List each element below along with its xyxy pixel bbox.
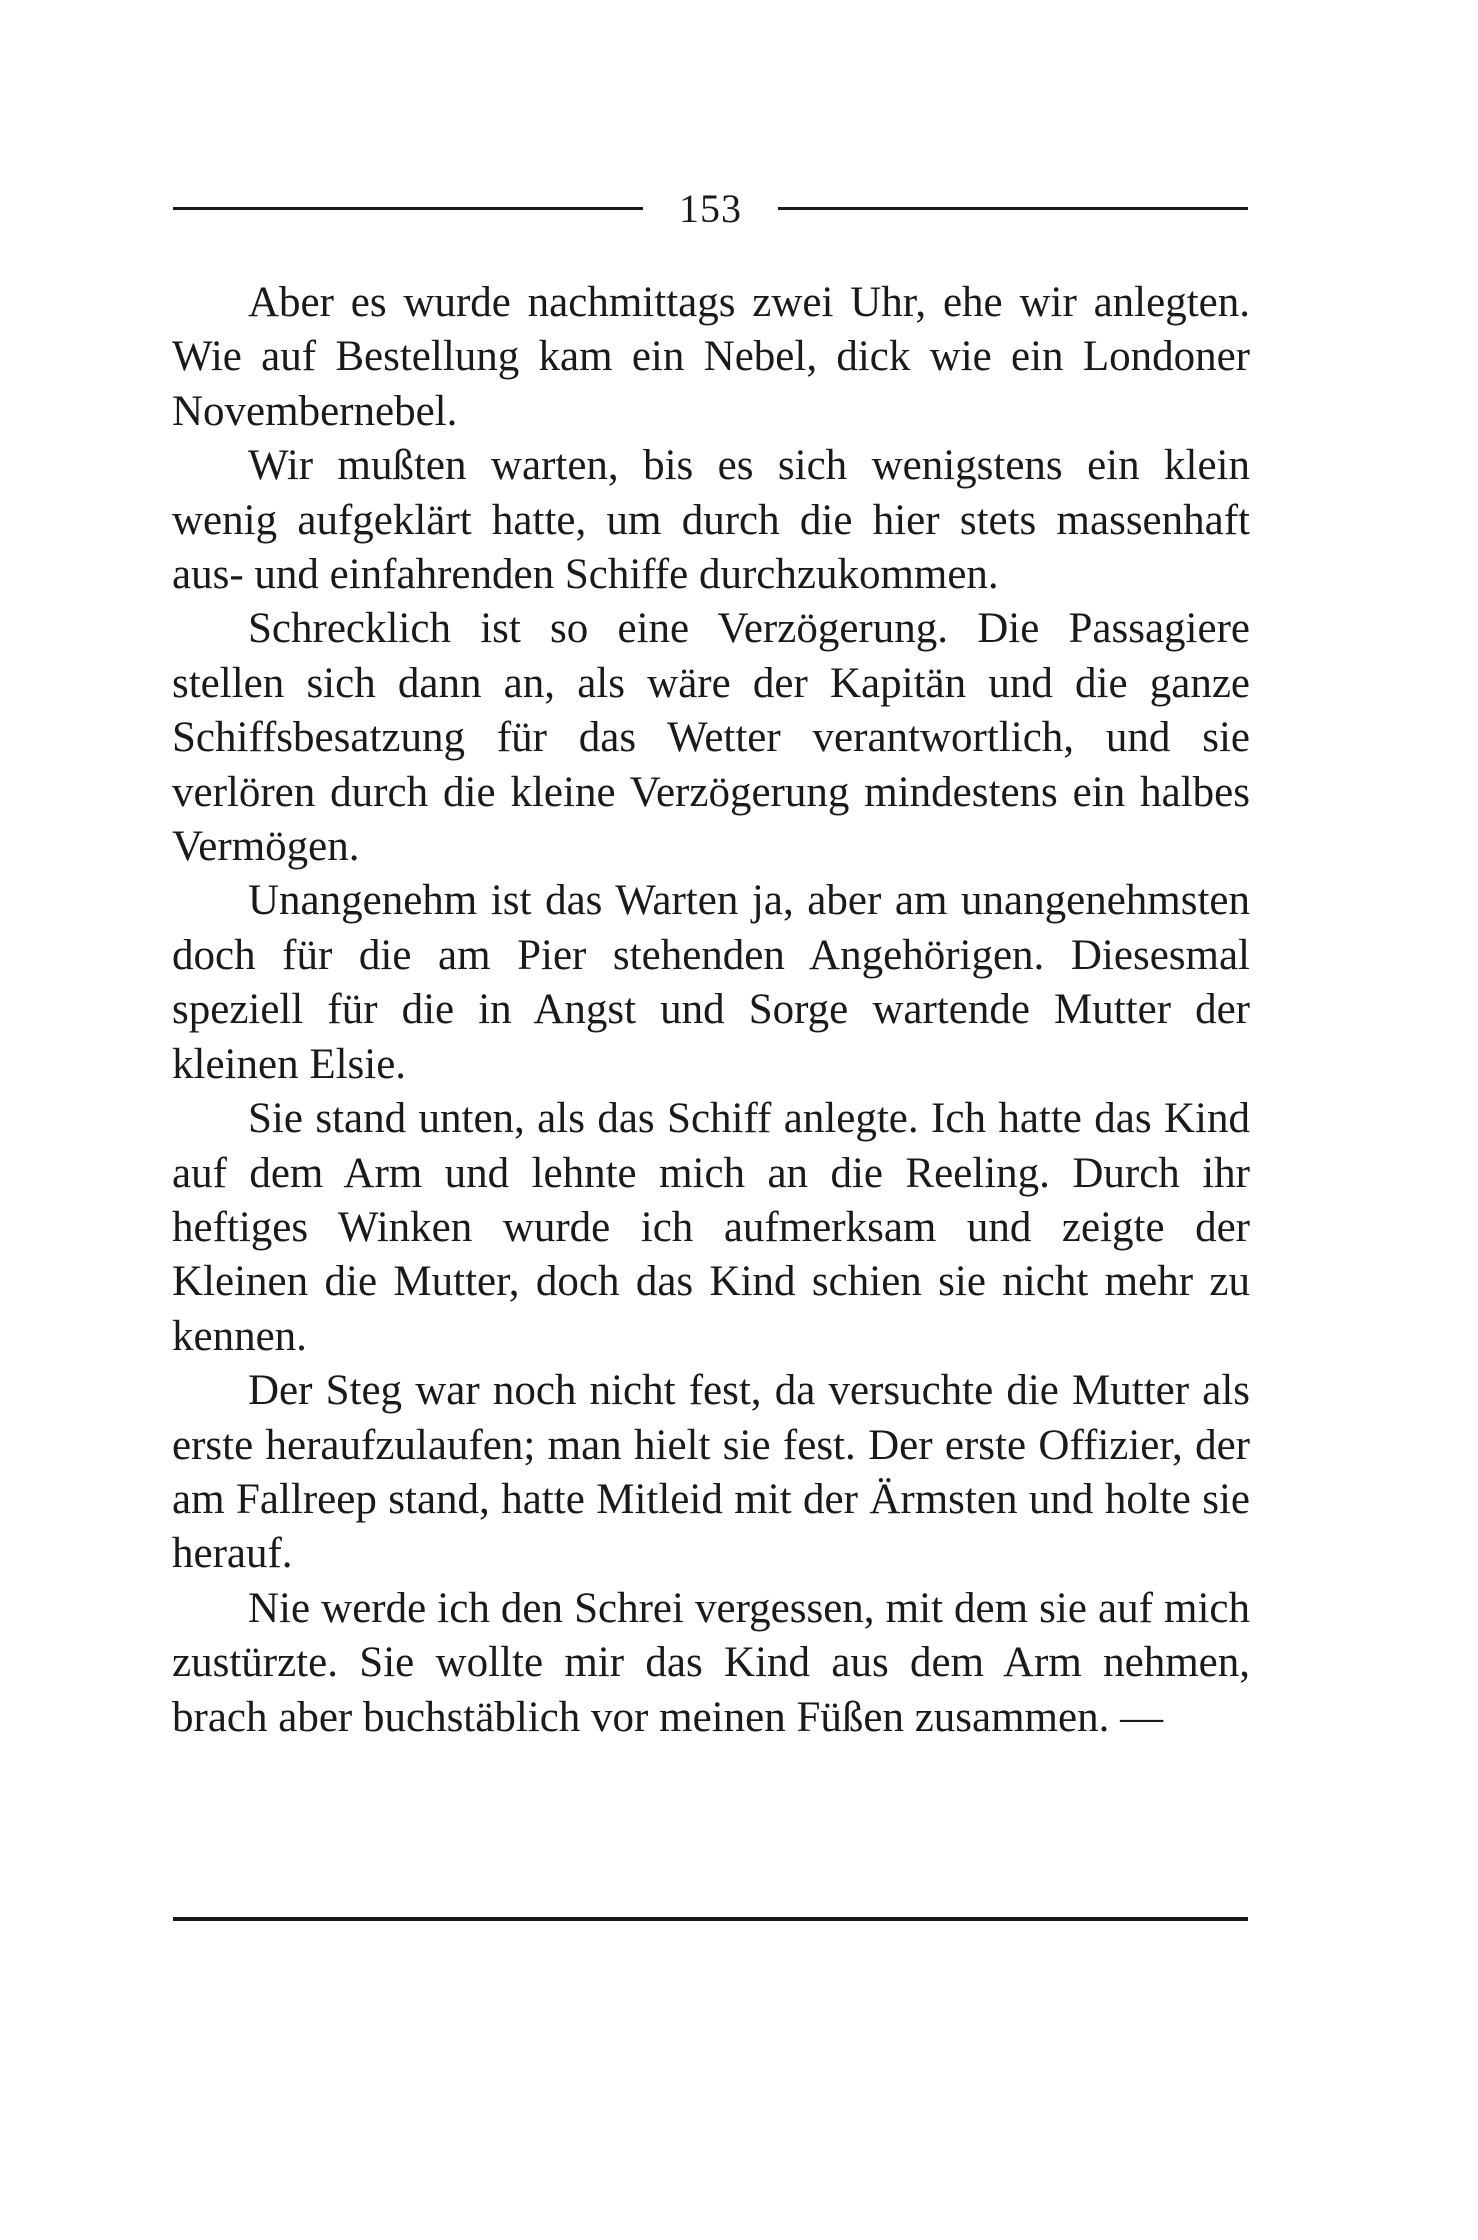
paragraph: Unangenehm ist das Warten ja, aber am unangenehmsten doch für die am Pier stehenden Angehörigen. Diesesmal speziell für die in Angst und Sorge wartende Mutter der kleinen Elsie. bbox=[172, 877, 1250, 1088]
header-rule-right bbox=[778, 207, 1248, 210]
paragraph: Nie werde ich den Schrei vergessen, mit dem sie auf mich zustürzte. Sie wollte mir das Kind aus dem Arm nehmen, brach aber buchstäblich vor meinen Füßen zusammen. — bbox=[172, 1584, 1250, 1741]
paragraph: Der Steg war noch nicht fest, da versuchte die Mutter als erste heraufzulaufen; man hielt sie fest. Der erste Offizier, der am Fallreep stand, hatte Mitleid mit der Ärmsten und holte sie herauf. bbox=[172, 1367, 1250, 1578]
paragraph: Aber es wurde nachmittags zwei Uhr, ehe wir anlegten. Wie auf Bestellung kam ein Nebel, dick wie ein Londoner Novembernebel. bbox=[172, 279, 1250, 435]
page-header bbox=[173, 185, 1248, 231]
header-rule-left bbox=[173, 207, 643, 210]
footer-rule bbox=[173, 1917, 1248, 1921]
paragraph: Schrecklich ist so eine Verzögerung. Die Passagiere stellen sich dann an, als wäre der Kapitän und die ganze Schiffsbesatzung für das Wetter verantwortlich, und sie verlören durch die kleine Verzögerung mindestens ein halbes Vermögen. bbox=[172, 605, 1250, 871]
page-number: 153 bbox=[679, 185, 742, 231]
body-text bbox=[172, 276, 1250, 1745]
paragraph: Wir mußten warten, bis es sich wenigstens ein klein wenig aufgeklärt hatte, um durch die hier stets massenhaft aus- und einfahrenden Schiffe durchzukommen. bbox=[172, 442, 1250, 599]
paragraph: Sie stand unten, als das Schiff anlegte. Ich hatte das Kind auf dem Arm und lehnte mich an die Reeling. Durch ihr heftiges Winken wurde ich aufmerksam und zeigte der Kleinen die Mutter, doch das Kind schien sie nicht mehr zu kennen. bbox=[172, 1095, 1250, 1360]
